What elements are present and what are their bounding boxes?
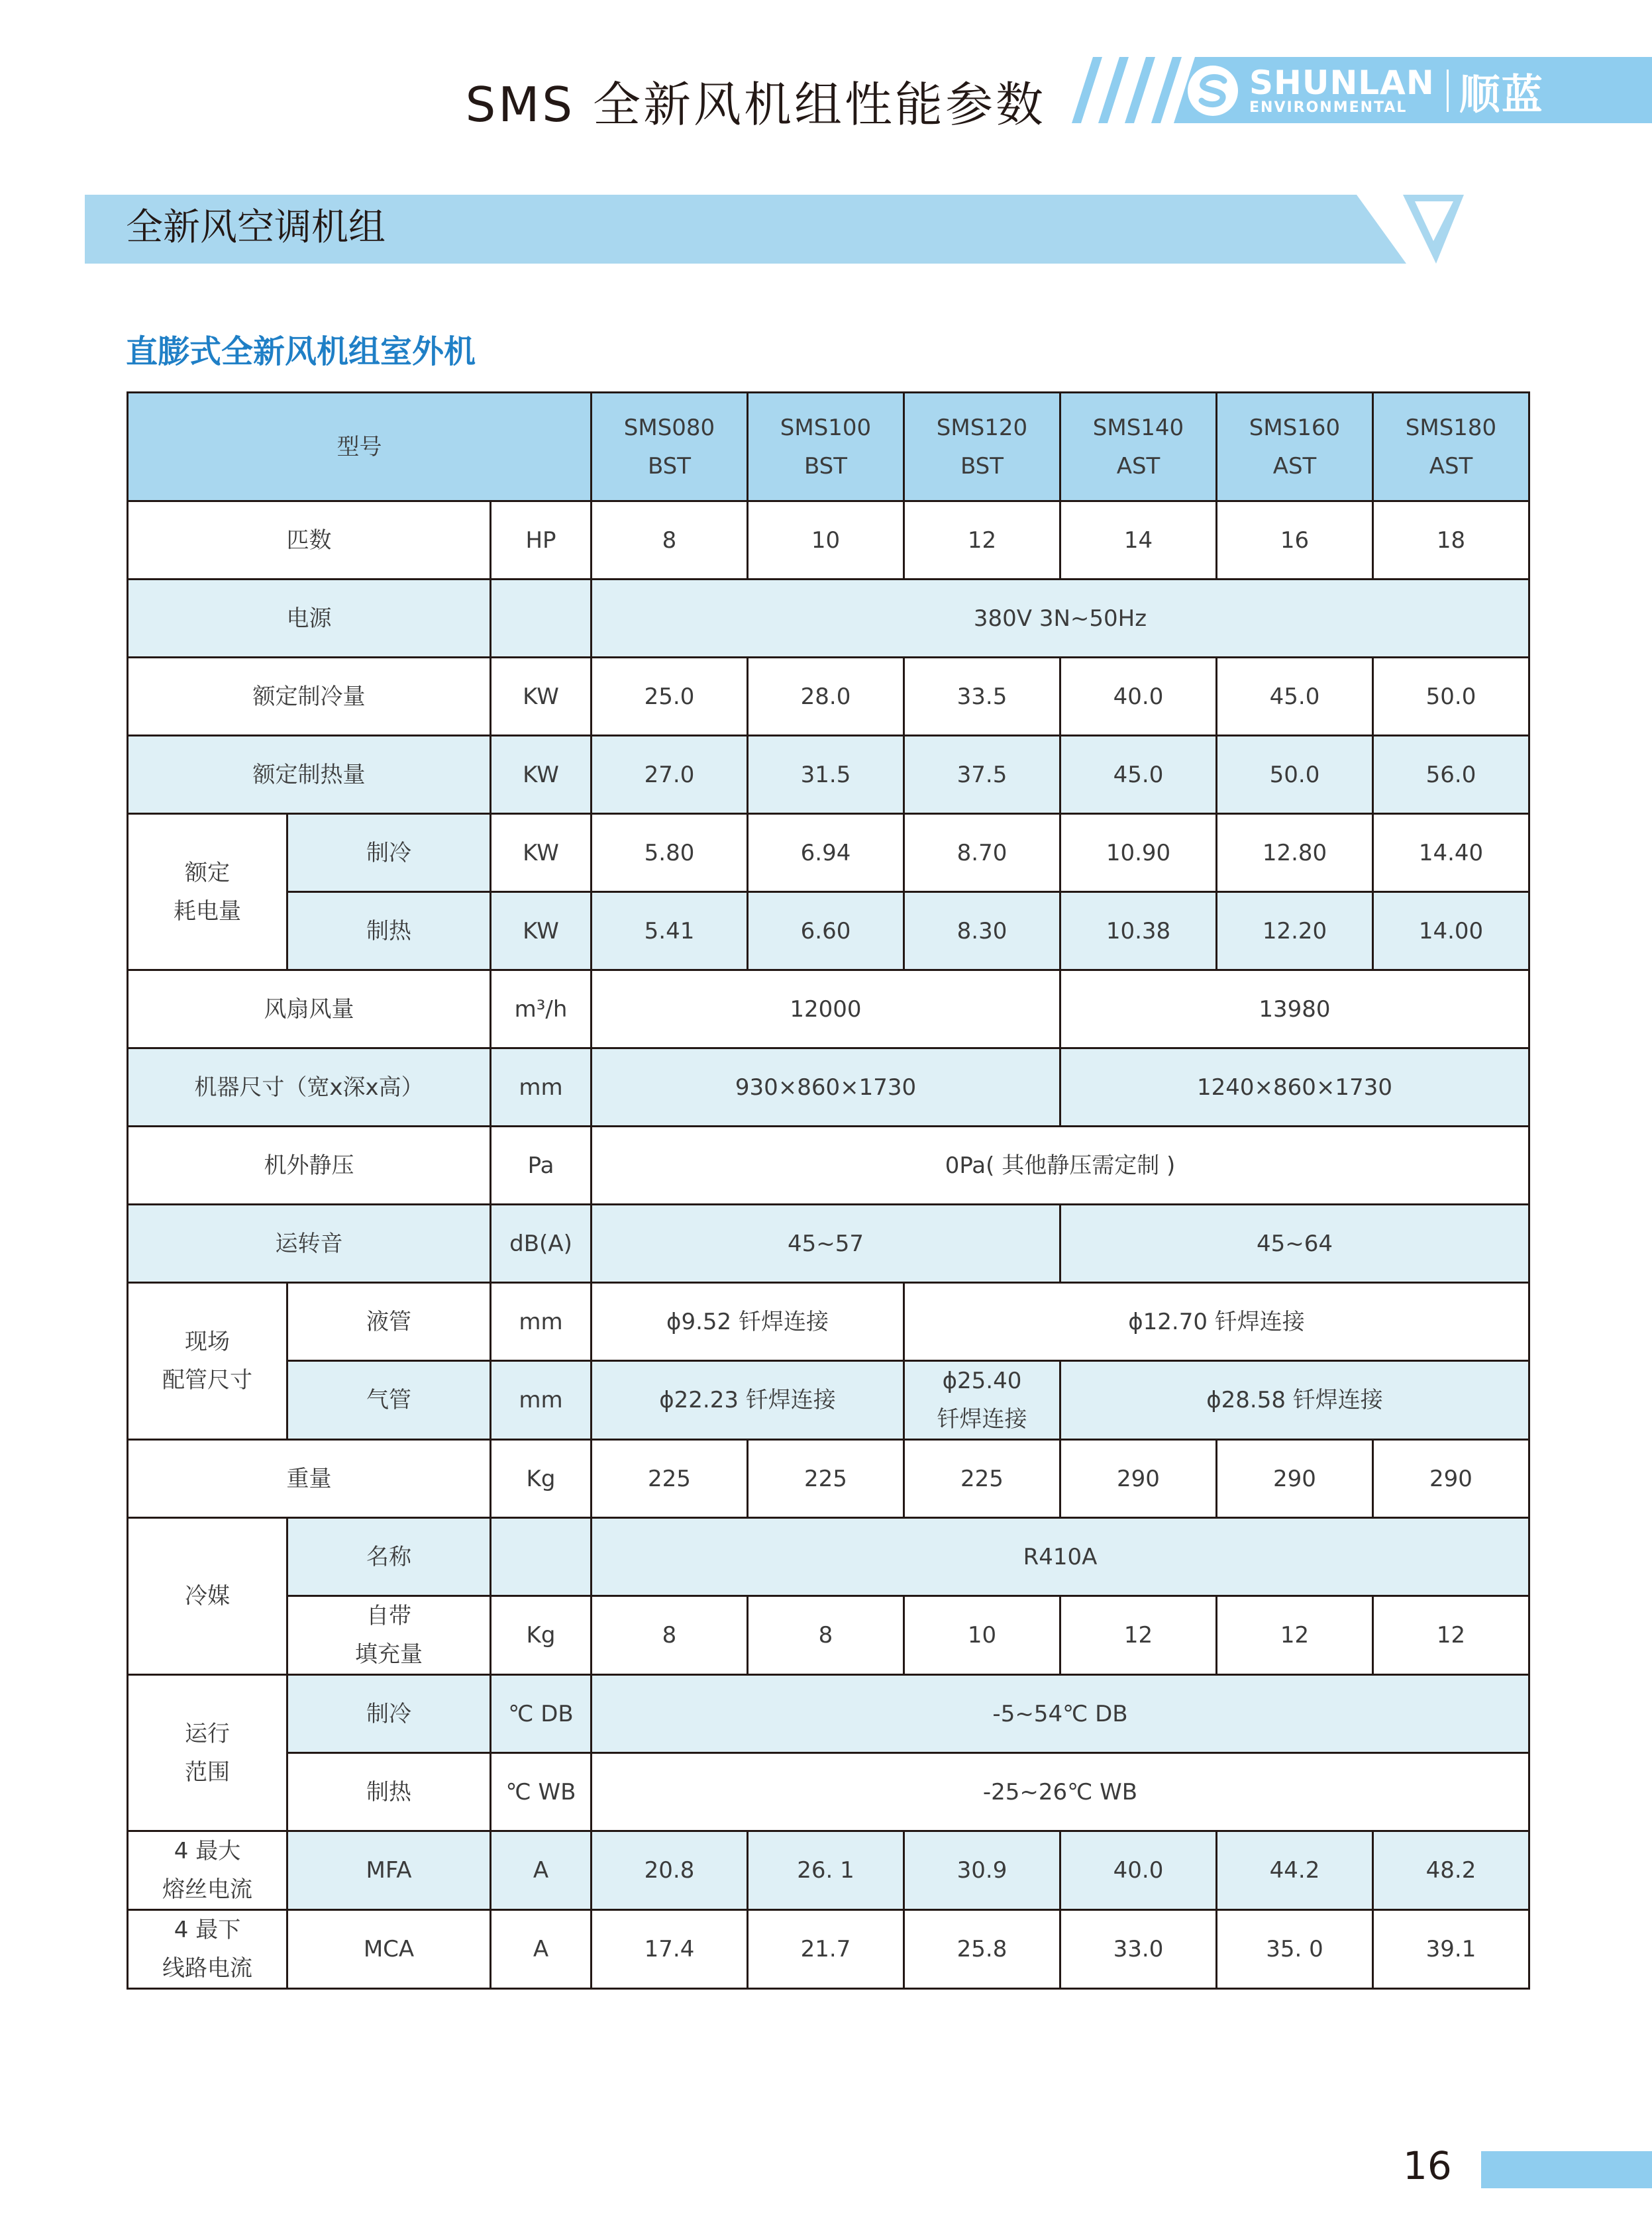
sub-label: MFA bbox=[287, 1831, 491, 1910]
sub-label: 气管 bbox=[287, 1361, 491, 1440]
value-cell: 37.5 bbox=[904, 736, 1060, 814]
value-cell: 30.9 bbox=[904, 1831, 1060, 1910]
value-cell: 45.0 bbox=[1060, 736, 1217, 814]
table-row-hp bbox=[128, 501, 1529, 580]
spec-table bbox=[127, 391, 1530, 1990]
table-row-piping-liquid bbox=[128, 1283, 1529, 1361]
table-row-weight bbox=[128, 1440, 1529, 1518]
unit-cell: KW bbox=[491, 892, 592, 970]
value-cell: 40.0 bbox=[1060, 658, 1217, 736]
value-cell: 21.7 bbox=[748, 1910, 904, 1989]
section-title: 全新风空调机组 bbox=[126, 206, 386, 249]
value-cell: 6.60 bbox=[748, 892, 904, 970]
value-cell: 290 bbox=[1217, 1440, 1373, 1518]
table-row-heating-capacity bbox=[128, 736, 1529, 814]
table-row-noise bbox=[128, 1205, 1529, 1283]
table-row-cooling-capacity bbox=[128, 658, 1529, 736]
value-cell: 33.0 bbox=[1060, 1910, 1217, 1989]
value-cell: 225 bbox=[592, 1440, 748, 1518]
sub-label: 液管 bbox=[287, 1283, 491, 1361]
value-cell: 35. 0 bbox=[1217, 1910, 1373, 1989]
table-row-refrigerant-name bbox=[128, 1518, 1529, 1596]
value-cell: ϕ12.70 钎焊连接 bbox=[904, 1283, 1529, 1361]
table-row-power-consumption-heating bbox=[128, 892, 1529, 970]
row-label: 机器尺寸（宽x深x高） bbox=[128, 1048, 491, 1127]
model-label: 型号 bbox=[128, 393, 592, 501]
unit-cell bbox=[491, 580, 592, 658]
value-cell: 12000 bbox=[592, 970, 1060, 1048]
value-cell: 225 bbox=[904, 1440, 1060, 1518]
model-cell: SMS140 AST bbox=[1060, 393, 1217, 501]
value-cell: 16 bbox=[1217, 501, 1373, 580]
unit-cell: A bbox=[491, 1831, 592, 1910]
table-row-mca bbox=[128, 1910, 1529, 1989]
sub-label: 制热 bbox=[287, 892, 491, 970]
value-cell: 12.20 bbox=[1217, 892, 1373, 970]
page-footer-band bbox=[1481, 2151, 1652, 2188]
table-row-model bbox=[128, 393, 1529, 501]
group-label: 冷媒 bbox=[128, 1518, 287, 1675]
value-cell: 290 bbox=[1060, 1440, 1217, 1518]
unit-cell: ℃ WB bbox=[491, 1753, 592, 1831]
sub-label: MCA bbox=[287, 1910, 491, 1989]
model-cell: SMS120 BST bbox=[904, 393, 1060, 501]
value-cell: 290 bbox=[1373, 1440, 1529, 1518]
unit-cell: KW bbox=[491, 736, 592, 814]
value-cell: 25.0 bbox=[592, 658, 748, 736]
unit-cell: mm bbox=[491, 1048, 592, 1127]
sub-label: 自带 填充量 bbox=[287, 1596, 491, 1675]
value-cell: 40.0 bbox=[1060, 1831, 1217, 1910]
table-row-airflow bbox=[128, 970, 1529, 1048]
value-cell: 17.4 bbox=[592, 1910, 748, 1989]
row-label: 额定制热量 bbox=[128, 736, 491, 814]
value-cell: 45~64 bbox=[1060, 1205, 1529, 1283]
value-cell: ϕ9.52 钎焊连接 bbox=[592, 1283, 904, 1361]
value-cell: 45.0 bbox=[1217, 658, 1373, 736]
value-cell: 13980 bbox=[1060, 970, 1529, 1048]
value-cell: 28.0 bbox=[748, 658, 904, 736]
unit-cell: KW bbox=[491, 814, 592, 892]
sub-label: 名称 bbox=[287, 1518, 491, 1596]
value-cell: ϕ28.58 钎焊连接 bbox=[1060, 1361, 1529, 1440]
table-row-piping-gas bbox=[128, 1361, 1529, 1440]
value-cell: 45~57 bbox=[592, 1205, 1060, 1283]
group-label: 运行 范围 bbox=[128, 1675, 287, 1831]
unit-cell: A bbox=[491, 1910, 592, 1989]
group-label: 额定 耗电量 bbox=[128, 814, 287, 970]
model-cell: SMS180 AST bbox=[1373, 393, 1529, 501]
value-cell: ϕ22.23 钎焊连接 bbox=[592, 1361, 904, 1440]
unit-cell: Pa bbox=[491, 1127, 592, 1205]
table-row-operating-range-cooling bbox=[128, 1675, 1529, 1753]
value-cell: 6.94 bbox=[748, 814, 904, 892]
unit-cell: Kg bbox=[491, 1440, 592, 1518]
value-cell: 380V 3N~50Hz bbox=[592, 580, 1529, 658]
unit-cell: mm bbox=[491, 1361, 592, 1440]
value-cell: 10 bbox=[748, 501, 904, 580]
value-cell: 27.0 bbox=[592, 736, 748, 814]
group-label: 现场 配管尺寸 bbox=[128, 1283, 287, 1440]
value-cell: 25.8 bbox=[904, 1910, 1060, 1989]
value-cell: 39.1 bbox=[1373, 1910, 1529, 1989]
row-label: 额定制冷量 bbox=[128, 658, 491, 736]
value-cell: 48.2 bbox=[1373, 1831, 1529, 1910]
sub-label: 制冷 bbox=[287, 1675, 491, 1753]
value-cell: 12 bbox=[904, 501, 1060, 580]
shunlan-s-icon bbox=[1186, 64, 1240, 118]
group-label: 4 最下 线路电流 bbox=[128, 1910, 287, 1989]
value-cell: 8 bbox=[748, 1596, 904, 1675]
logo-text-en-sub: ENVIRONMENTAL bbox=[1249, 99, 1408, 116]
value-cell: ϕ25.40 钎焊连接 bbox=[904, 1361, 1060, 1440]
value-cell: 5.41 bbox=[592, 892, 748, 970]
value-cell: R410A bbox=[592, 1518, 1529, 1596]
unit-cell: dB(A) bbox=[491, 1205, 592, 1283]
value-cell: -25~26℃ WB bbox=[592, 1753, 1529, 1831]
value-cell: 14.00 bbox=[1373, 892, 1529, 970]
value-cell: 10 bbox=[904, 1596, 1060, 1675]
value-cell: 12 bbox=[1217, 1596, 1373, 1675]
value-cell: 12 bbox=[1373, 1596, 1529, 1675]
table-row-dimensions bbox=[128, 1048, 1529, 1127]
value-cell: 930×860×1730 bbox=[592, 1048, 1060, 1127]
value-cell: 50.0 bbox=[1373, 658, 1529, 736]
row-label: 电源 bbox=[128, 580, 491, 658]
unit-cell: Kg bbox=[491, 1596, 592, 1675]
row-label: 重量 bbox=[128, 1440, 491, 1518]
logo-divider bbox=[1447, 70, 1449, 112]
model-cell: SMS160 AST bbox=[1217, 393, 1373, 501]
value-cell: 50.0 bbox=[1217, 736, 1373, 814]
table-row-mfa bbox=[128, 1831, 1529, 1910]
row-label: 运转音 bbox=[128, 1205, 491, 1283]
value-cell: 10.90 bbox=[1060, 814, 1217, 892]
value-cell: 8.30 bbox=[904, 892, 1060, 970]
document-title: SMS 全新风机组性能参数 bbox=[465, 77, 1046, 132]
unit-cell: m³/h bbox=[491, 970, 592, 1048]
model-cell: SMS100 BST bbox=[748, 393, 904, 501]
value-cell: 26. 1 bbox=[748, 1831, 904, 1910]
value-cell: 8.70 bbox=[904, 814, 1060, 892]
sub-label: 制冷 bbox=[287, 814, 491, 892]
row-label: 匹数 bbox=[128, 501, 491, 580]
table-row-refrigerant-charge bbox=[128, 1596, 1529, 1675]
group-label: 4 最大 熔丝电流 bbox=[128, 1831, 287, 1910]
value-cell: 12.80 bbox=[1217, 814, 1373, 892]
unit-cell: KW bbox=[491, 658, 592, 736]
value-cell: 44.2 bbox=[1217, 1831, 1373, 1910]
model-cell: SMS080 BST bbox=[592, 393, 748, 501]
unit-cell: HP bbox=[491, 501, 592, 580]
table-row-operating-range-heating bbox=[128, 1753, 1529, 1831]
value-cell: 14.40 bbox=[1373, 814, 1529, 892]
value-cell: -5~54℃ DB bbox=[592, 1675, 1529, 1753]
value-cell: 1240×860×1730 bbox=[1060, 1048, 1529, 1127]
row-label: 机外静压 bbox=[128, 1127, 491, 1205]
page-number: 16 bbox=[1403, 2143, 1452, 2188]
value-cell: 31.5 bbox=[748, 736, 904, 814]
value-cell: 33.5 bbox=[904, 658, 1060, 736]
logo-text-cn: 顺蓝 bbox=[1459, 70, 1544, 119]
unit-cell: ℃ DB bbox=[491, 1675, 592, 1753]
value-cell: 18 bbox=[1373, 501, 1529, 580]
value-cell: 8 bbox=[592, 1596, 748, 1675]
unit-cell: mm bbox=[491, 1283, 592, 1361]
value-cell: 0Pa( 其他静压需定制 ) bbox=[592, 1127, 1529, 1205]
value-cell: 14 bbox=[1060, 501, 1217, 580]
table-row-power-supply bbox=[128, 580, 1529, 658]
table-row-static-pressure bbox=[128, 1127, 1529, 1205]
company-logo bbox=[1186, 61, 1544, 121]
subsection-title: 直膨式全新风机组室外机 bbox=[126, 333, 476, 370]
unit-cell bbox=[491, 1518, 592, 1596]
row-label: 风扇风量 bbox=[128, 970, 491, 1048]
value-cell: 56.0 bbox=[1373, 736, 1529, 814]
value-cell: 225 bbox=[748, 1440, 904, 1518]
value-cell: 10.38 bbox=[1060, 892, 1217, 970]
value-cell: 12 bbox=[1060, 1596, 1217, 1675]
value-cell: 20.8 bbox=[592, 1831, 748, 1910]
value-cell: 8 bbox=[592, 501, 748, 580]
value-cell: 5.80 bbox=[592, 814, 748, 892]
table-row-power-consumption-cooling bbox=[128, 814, 1529, 892]
sub-label: 制热 bbox=[287, 1753, 491, 1831]
logo-text-en: SHUNLAN bbox=[1249, 64, 1435, 102]
